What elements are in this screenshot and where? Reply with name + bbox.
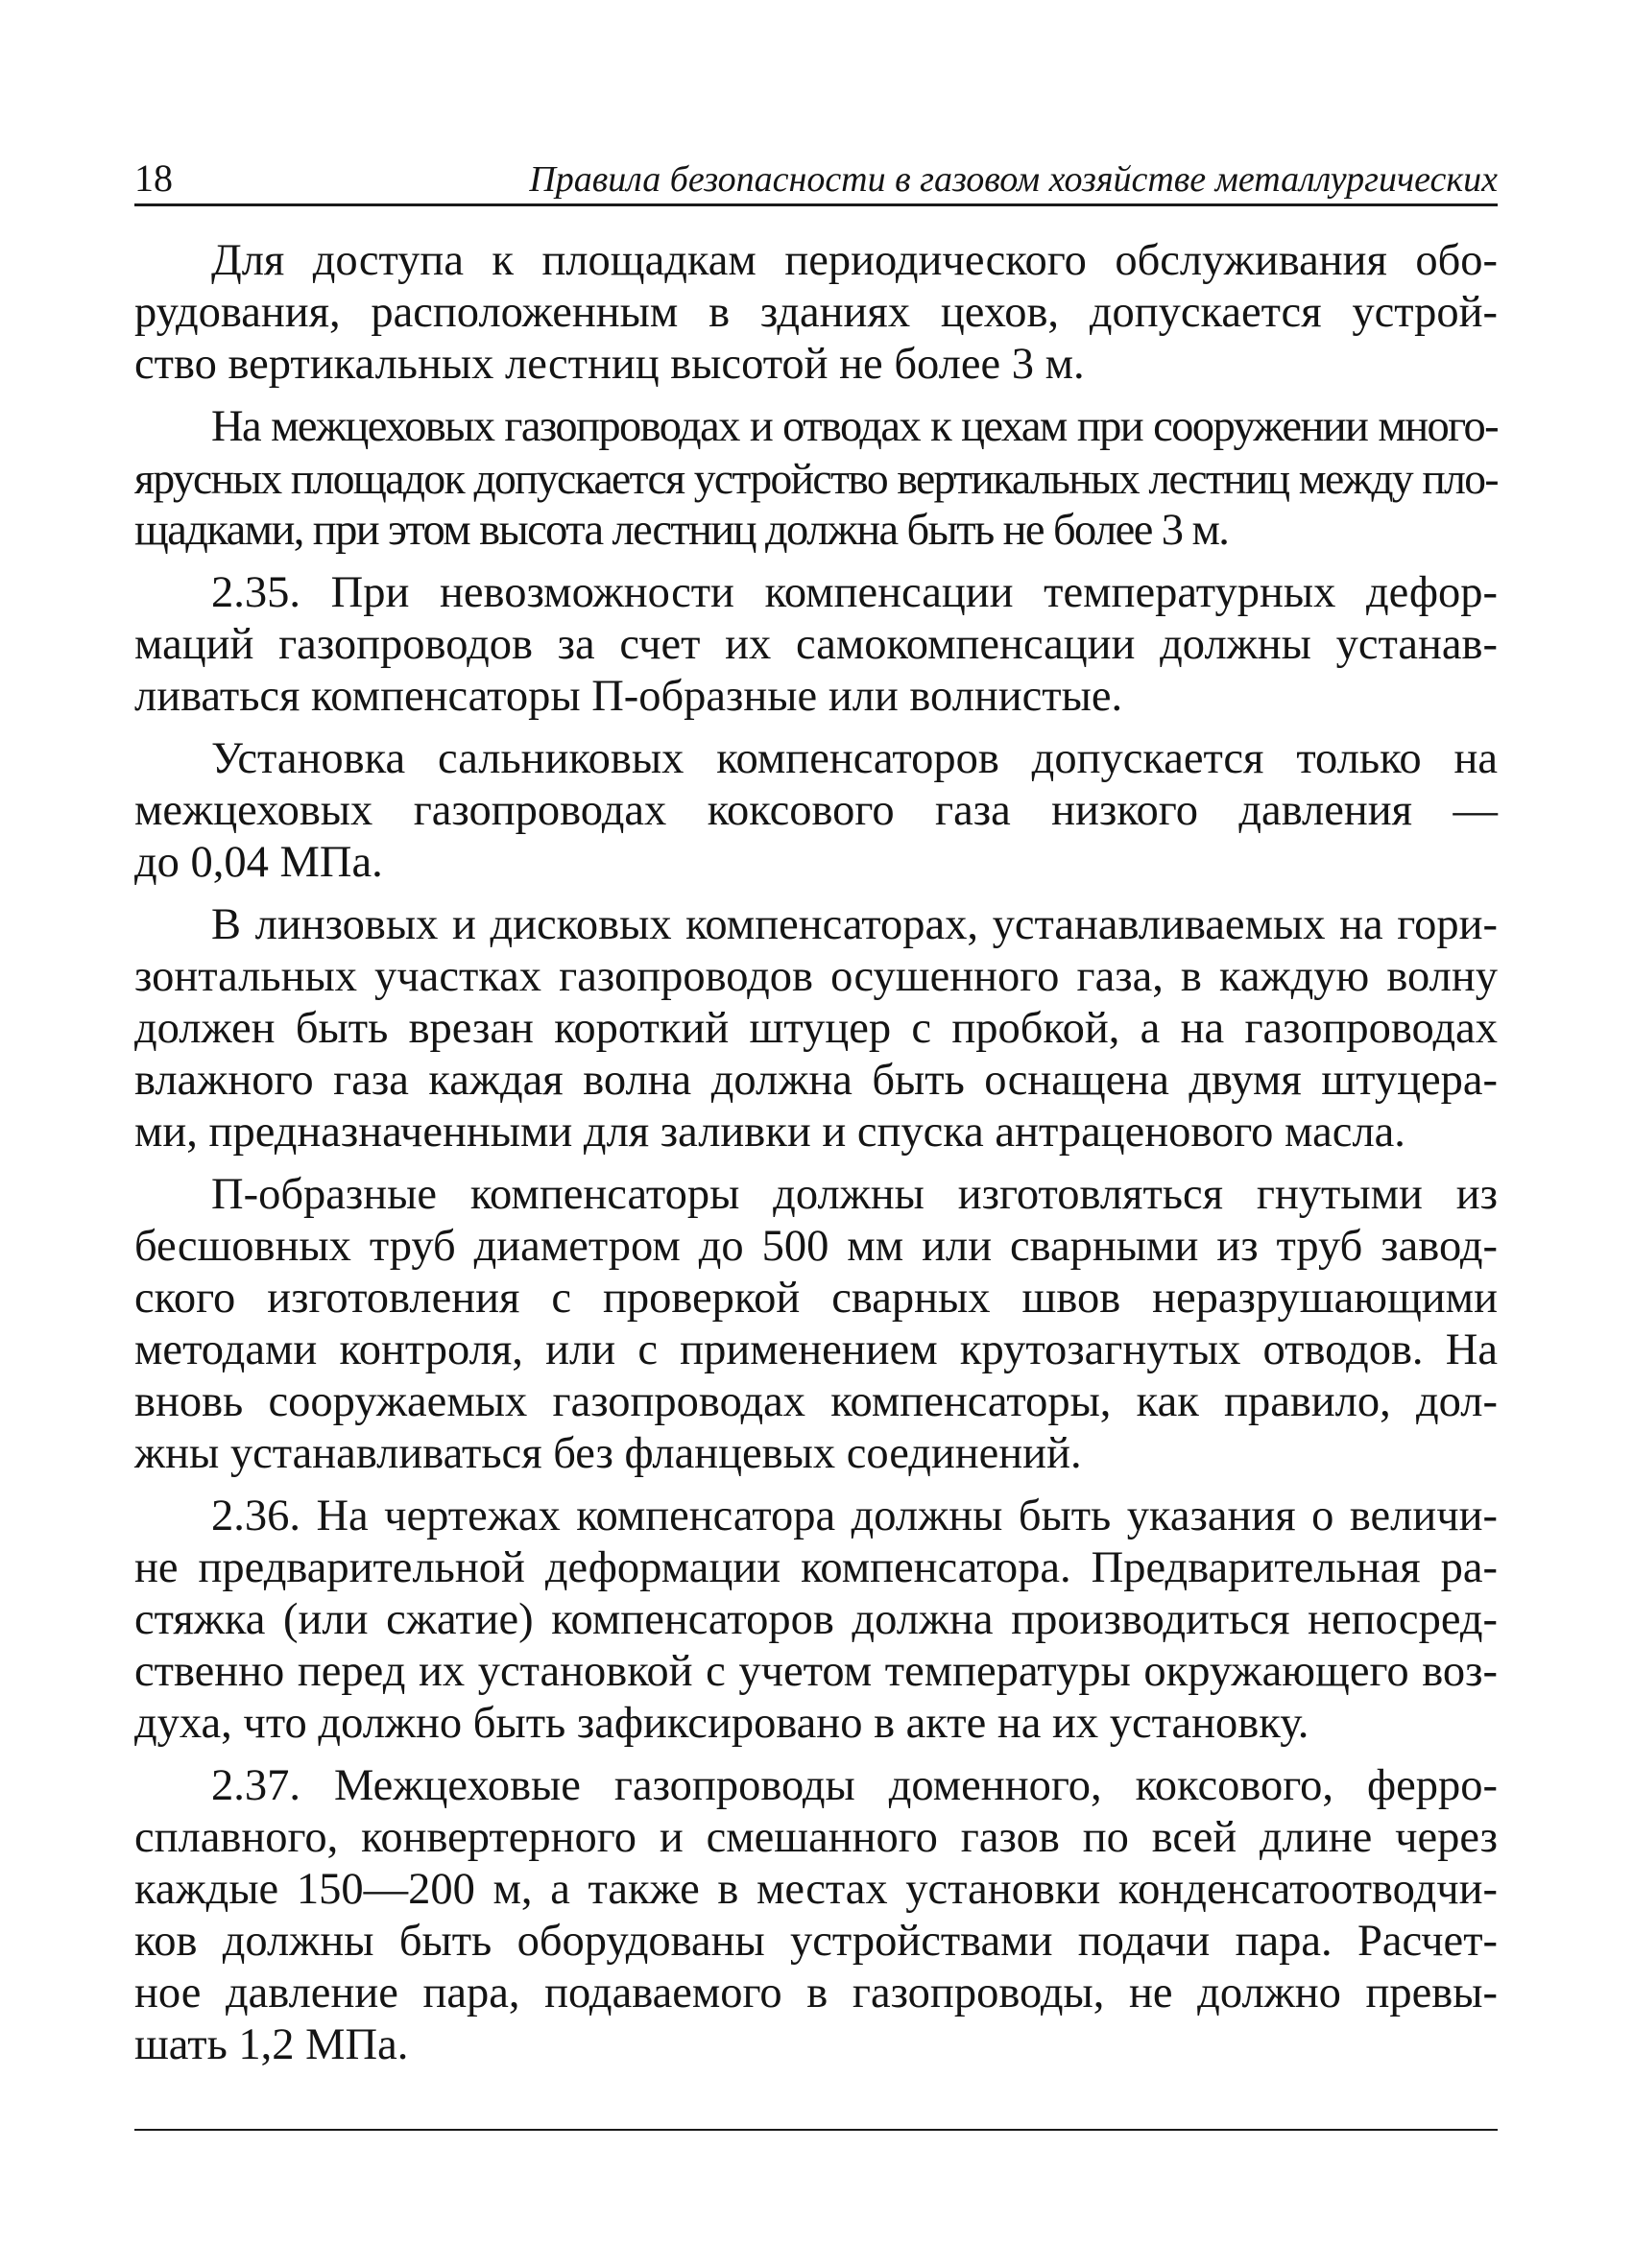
- text-line: В линзовых и дисковых компенсаторах, устанавливаемых на гори-: [211, 900, 1498, 949]
- text-line: межцеховых газопроводах коксового газа низкого давления —: [134, 786, 1498, 835]
- paragraph-gland-compensators: [134, 733, 1498, 889]
- text-line: каждые 150—200 м, а также в местах установки конденсатоотводчи-: [134, 1865, 1498, 1914]
- text-line: маций газопроводов за счет их самокомпенсации должны устанав-: [134, 620, 1498, 669]
- paragraph-clause-2-35: [134, 567, 1498, 723]
- paragraph-u-shaped-compensators: [134, 1169, 1498, 1480]
- text-line: ство вертикальных лестниц высотой не более 3 м.: [134, 340, 1085, 389]
- text-line: щадками, при этом высота лестниц должна быть не более 3 м.: [134, 506, 1229, 555]
- bottom-rule: [134, 2129, 1498, 2131]
- text-line: рудования, расположенным в зданиях цехов, допускается устрой-: [134, 288, 1498, 337]
- text-line: П-образные компенсаторы должны изготовляться гнутыми из: [211, 1170, 1498, 1219]
- text-line: стяжка (или сжатие) компенсаторов должна производиться непосред-: [134, 1595, 1498, 1644]
- paragraph-ladders-interplant: [134, 401, 1498, 557]
- paragraph-clause-2-36: [134, 1491, 1498, 1750]
- text-line: ского изготовления с проверкой сварных швов неразрушающими: [134, 1274, 1498, 1323]
- text-line: бесшовных труб диаметром до 500 мм или сварными из труб завод-: [134, 1222, 1498, 1271]
- text-line: вновь сооружаемых газопроводах компенсаторы, как правило, дол-: [134, 1377, 1498, 1426]
- text-line: шать 1,2 МПа.: [134, 2020, 409, 2069]
- text-line: 2.35. При невозможности компенсации температурных дефор-: [211, 568, 1498, 617]
- page-number: 18: [134, 156, 173, 200]
- text-line: Для доступа к площадкам периодического обслуживания обо-: [211, 236, 1498, 285]
- text-line: 2.37. Межцеховые газопроводы доменного, коксового, ферро-: [211, 1761, 1498, 1810]
- text-line: зонтальных участках газопроводов осушенного газа, в каждую волну: [134, 952, 1498, 1001]
- text-line: ливаться компенсаторы П-образные или волнистые.: [134, 672, 1123, 721]
- running-header: [134, 154, 1498, 206]
- text-line: ярусных площадок допускается устройство вертикальных лестниц между пло-: [134, 454, 1498, 503]
- text-line: сплавного, конвертерного и смешанного газов по всей длине через: [134, 1813, 1498, 1862]
- text-line: ственно перед их установкой с учетом температуры окружающего воз-: [134, 1647, 1498, 1696]
- text-line: духа, что должно быть зафиксировано в акте на их установку.: [134, 1699, 1309, 1748]
- text-line: методами контроля, или с применением крутозагнутых отводов. На: [134, 1325, 1498, 1374]
- text-line: Установка сальниковых компенсаторов допускается только на: [211, 734, 1498, 783]
- text-line: На межцеховых газопроводах и отводах к цехам при сооружении много-: [211, 402, 1498, 451]
- text-line: жны устанавливаться без фланцевых соединений.: [134, 1429, 1082, 1478]
- text-line: ное давление пара, подаваемого в газопроводы, не должно превы-: [134, 1969, 1498, 2017]
- text-line: ков должны быть оборудованы устройствами подачи пара. Расчет-: [134, 1917, 1498, 1966]
- paragraph-ladders-access: [134, 235, 1498, 391]
- paragraph-clause-2-37: [134, 1760, 1498, 2071]
- paragraph-lens-compensators: [134, 899, 1498, 1158]
- text-line: 2.36. На чертежах компенсатора должны быть указания о величи-: [211, 1492, 1498, 1540]
- text-line: влажного газа каждая волна должна быть оснащена двумя штуцера-: [134, 1056, 1498, 1105]
- body-text: [134, 235, 1498, 2082]
- running-header-title: Правила безопасности в газовом хозяйстве металлургических: [529, 159, 1498, 200]
- text-line: не предварительной деформации компенсатора. Предварительная ра-: [134, 1543, 1498, 1592]
- text-line: должен быть врезан короткий штуцер с пробкой, а на газопроводах: [134, 1004, 1498, 1053]
- text-line: до 0,04 МПа.: [134, 838, 383, 887]
- text-line: ми, предназначенными для заливки и спуска антраценового масла.: [134, 1108, 1405, 1157]
